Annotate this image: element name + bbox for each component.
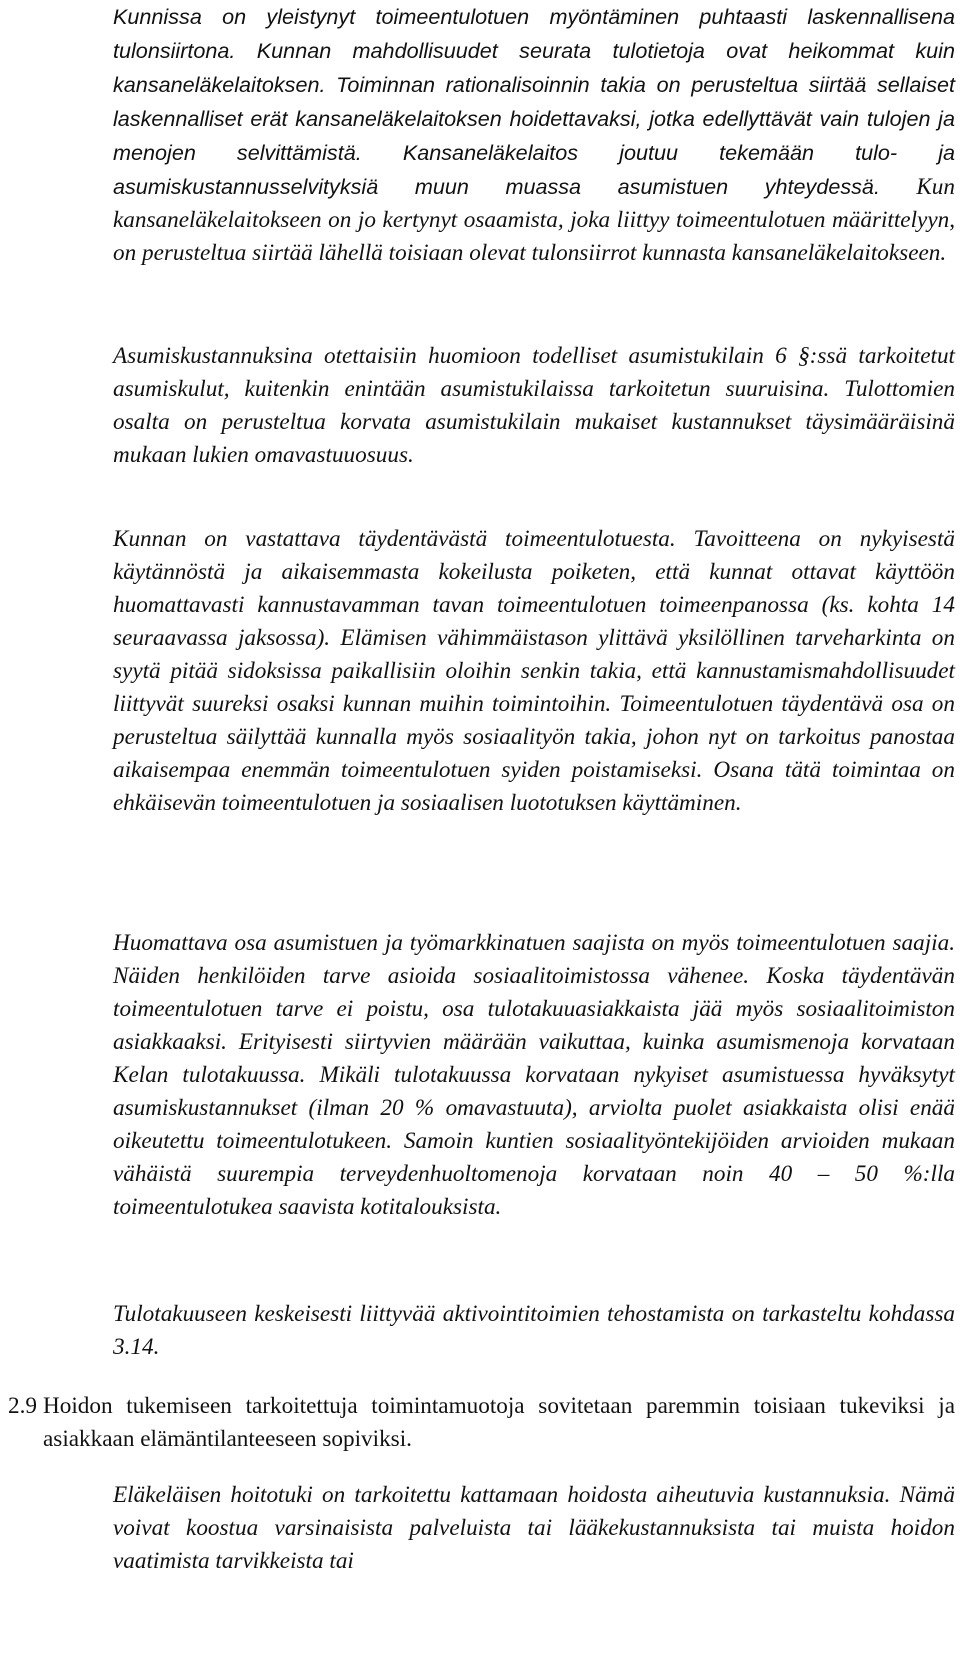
paragraph-kela-transfer-sans-part: Kunnissa on yleistynyt toimeentulotuen myöntäminen puhtaasti laskennallisena tulonsiirtona. Kunnan mahdollisuudet seurata tulotietoja ovat heikommat kuin kansaneläkelaitoksen. Toiminnan rationalisoinnin takia on perusteltua siirtää sellaiset laskennalliset erät kansaneläkelaitoksen hoidettavaksi, jotka edellyttävät vain tulojen ja menojen selvittämistä. Kansaneläkelaitos joutuu tekemään tulo- ja asumiskustannusselvityksiä muun muassa asumistuen yhteydessä. <box>113 4 955 199</box>
paragraph-pensioner-care-allowance: Eläkeläisen hoitotuki on tarkoitettu kattamaan hoidosta aiheutuvia kustannuksia. Nämä voivat koostua varsinaisista palveluista tai lääkekustannuksista tai muista hoidon vaatimista tarvikkeista tai <box>113 1482 955 1574</box>
section-number: 2.9 <box>8 1393 37 1419</box>
paragraph-housing-costs: Asumiskustannuksina otettaisiin huomioon todelliset asumistukilain 6 §:ssä tarkoitetut asumiskulut, kuitenkin enintään asumistukilaissa tarkoitetun suuruisina. Tulottomien osalta on perusteltua korvata asumistukilain mukaiset kustannukset täysimääräisinä mukaan lukien omavastuuosuus. <box>113 343 955 468</box>
paragraph-kela-transfer <box>113 0 955 270</box>
section-heading-2-9 <box>8 1390 955 1456</box>
paragraph-activation-measures: Tulotakuuseen keskeisesti liittyvää aktivointitoimien tehostamista on tarkasteltu kohdassa 3.14. <box>113 1301 955 1360</box>
paragraph-kela-transfer-serif-part: Kun kansaneläkelaitokseen on jo kertynyt osaamista, joka liittyy toimeentulotuen määrittelyyn, on perusteltua siirtää lähellä toisiaan olevat tulonsiirrot kunnasta kansaneläkelaitokseen. <box>113 174 955 266</box>
paragraph-municipality-supplementary: Kunnan on vastattava täydentävästä toimeentulotuesta. Tavoitteena on nykyisestä käytännöstä ja aikaisemmasta kokeilusta poiketen, että kunnat ottavat käyttöön huomattavasti kannustavamman tavan toimeentulotuen toimeenpanossa (ks. kohta 14 seuraavassa jaksossa). Elämisen vähimmäistason ylittävä yksilöllinen tarveharkinta on syytä pitää sidoksissa paikallisiin oloihin senkin takia, että kannustamismahdollisuudet liittyvät suureksi osaksi kunnan muihin toimintoihin. Toimeentulotuen täydentävä osa on perusteltua säilyttää kunnalla myös sosiaalityön takia, johon nyt on tarkoitus panostaa aikaisempaa enemmän toimeentulotuen syiden poistamiseksi. Osana tätä toimintaa on ehkäisevän toimeentulotuen ja sosiaalisen luototuksen käyttäminen. <box>113 526 955 816</box>
section-heading-text: Hoidon tukemiseen tarkoitettuja toimintamuotoja sovitetaan paremmin toisiaan tukeviksi ja asiakkaan elämäntilanteeseen sopiviksi. <box>43 1393 955 1452</box>
paragraph-housing-allowance-recipients: Huomattava osa asumistuen ja työmarkkinatuen saajista on myös toimeentulotuen saajia. Näiden henkilöiden tarve asioida sosiaalitoimistossa vähenee. Koska täydentävän toimeentulotuen tarve ei poistu, osa tulotakuuasiakkaista jää myös sosiaalitoimiston asiakkaaksi. Erityisesti siirtyvien määrään vaikuttaa, kuinka asumismenoja korvataan Kelan tulotakuussa. Mikäli tulotakuussa korvataan nykyiset asumistuessa hyväksytyt asumiskustannukset (ilman 20 % omavastuuta), arviolta puolet asiakkaista olisi enää oikeutettu toimeentulotukeen. Samoin kuntien sosiaalityöntekijöiden arvioiden mukaan vähäistä suurempia terveydenhuoltomenoja korvataan noin 40 – 50 %:lla toimeentulotukea saavista kotitalouksista. <box>113 930 955 1220</box>
